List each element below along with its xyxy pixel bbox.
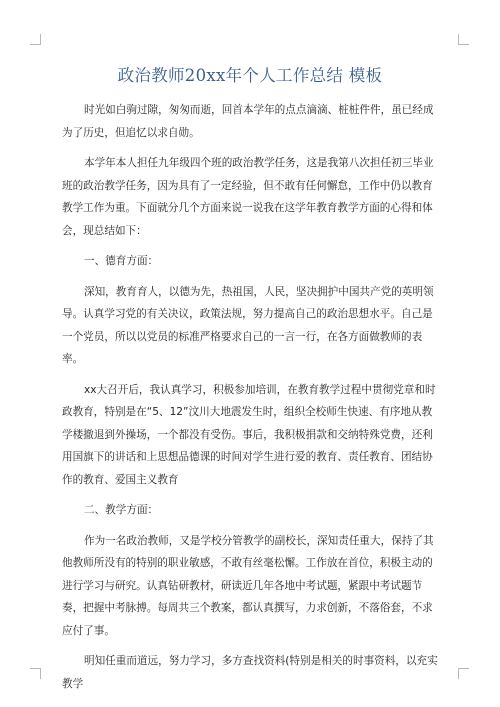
section-heading-teaching: 二、教学方面： (84, 504, 159, 516)
document-body (62, 99, 442, 703)
paragraph-moral-2: xx大召开后，我认真学习，积极参加培训，在教育教学过程中贯彻党章和时政教育，特别是在“5、12”汶川大地震发生时，组织全校师生快速、有序地从教学楼撤退到外操场，一个都没有受伤。事后，我积极捐款和交纳特殊党费，还利用国旗下的讲话和上思想品德课的时间对学生进行爱的教育、责任教育、团结协作的教育、爱国主义教育 (62, 383, 436, 486)
page-corner-mark (30, 668, 41, 679)
paragraph-overview: 本学年本人担任九年级四个班的政治教学任务，这是我第八次担任初三毕业班的政治教学任务，因为具有了一定经验，但不敢有任何懈怠，工作中仍以教育教学工作为重。下面就分几个方面来说一说我在这学年教育教学方面的心得和体会，现总结如下： (62, 157, 434, 237)
page-corner-mark (30, 34, 41, 45)
document-title: 政治教师20xx年个人工作总结 模板 (117, 66, 383, 85)
page-corner-mark (458, 668, 469, 679)
page-corner-mark (458, 34, 469, 45)
paragraph-intro: 时光如白驹过隙，匆匆而逝，回首本学年的点点滴滴、桩桩件件，虽已经成为了历史，但追忆以求自勋。 (62, 104, 434, 139)
paragraph-teaching-1: 作为一名政治教师，又是学校分管教学的副校长，深知责任重大，保持了其他教师所没有的特别的职业敏感，不敢有丝毫松懈。工作放在首位，积极主动的进行学习与研究。认真钻研教材，研读近几年各地中考试题，紧跟中考试题节奏，把握中考脉搏。每周共三个教案，都认真撰写，力求创新，不落俗套，不求应付了事。 (62, 534, 434, 637)
paragraph-moral-1: 深知，教育育人，以德为先，热祖国，人民，坚决拥护中国共产党的英明领导。认真学习党的有关决议，政策法规，努力提高自己的政治思想水平。自己是一个党员，所以以党员的标准严格要求自己的一言一行，在各方面做教师的表率。 (62, 285, 434, 365)
section-heading-moral: 一、德育方面： (84, 255, 159, 267)
paragraph-teaching-2: 明知任重而道远，努力学习，多方查找资料(特别是相关的时事资料，以充实教学 (62, 655, 438, 690)
